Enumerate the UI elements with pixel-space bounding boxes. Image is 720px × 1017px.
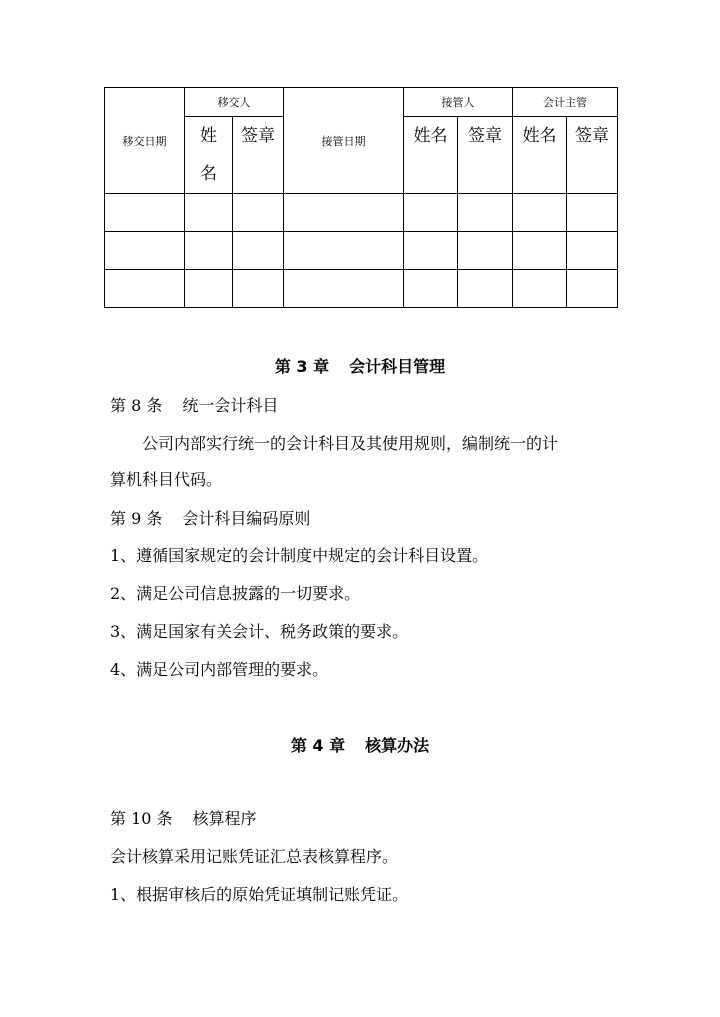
receiver-name-header: 姓名: [404, 117, 458, 194]
receiver-header: 接管人: [404, 88, 513, 117]
table-cell[interactable]: [233, 194, 284, 232]
table-header-row: [105, 88, 618, 117]
table-cell[interactable]: [513, 232, 567, 270]
article9-title: 会计科目编码原则: [182, 509, 311, 528]
table-cell[interactable]: [458, 270, 513, 308]
handover-name-cell: [185, 117, 233, 194]
supervisor-seal-header: 签章: [567, 117, 618, 194]
chapter4-heading: [0, 733, 720, 756]
table-cell[interactable]: [185, 232, 233, 270]
table-cell[interactable]: [513, 270, 567, 308]
handover-table: [104, 87, 618, 308]
chapter3-title: 会计科目管理: [349, 357, 446, 376]
article8-title: 统一会计科目: [182, 396, 279, 415]
table-cell[interactable]: [567, 194, 618, 232]
chapter4-number: 第 4 章: [290, 736, 346, 755]
chapter3-number: 第 3 章: [274, 357, 330, 376]
list-item: 4、满足公司内部管理的要求。: [110, 660, 329, 679]
table-cell[interactable]: [284, 232, 404, 270]
table-row: [105, 270, 618, 308]
article8-paragraph-line2: 算机科目代码。: [110, 470, 223, 489]
receive-date-header: 接管日期: [284, 88, 404, 194]
chapter3-heading: [0, 354, 720, 377]
article10-title: 核算程序: [192, 809, 257, 828]
list-item: 3、满足国家有关会计、税务政策的要求。: [110, 622, 409, 641]
article8-paragraph-line1: 公司内部实行统一的会计科目及其使用规则，编制统一的计: [142, 434, 559, 453]
table-cell[interactable]: [284, 270, 404, 308]
table-row: [105, 194, 618, 232]
table-cell[interactable]: [567, 270, 618, 308]
list-item: 1、根据审核后的原始凭证填制记账凭证。: [110, 885, 409, 904]
table-cell[interactable]: [105, 232, 185, 270]
article8-number: 第 8 条: [110, 396, 163, 415]
article10-heading: [110, 806, 257, 829]
table-cell[interactable]: [105, 270, 185, 308]
table-cell[interactable]: [233, 270, 284, 308]
table-row: [105, 232, 618, 270]
handover-seal-header: 签章: [233, 117, 284, 194]
article10-number: 第 10 条: [110, 809, 173, 828]
handover-person-header: 移交人: [185, 88, 284, 117]
receiver-seal-header: 签章: [458, 117, 513, 194]
table-cell[interactable]: [567, 232, 618, 270]
table-cell[interactable]: [185, 194, 233, 232]
list-item: 2、满足公司信息披露的一切要求。: [110, 584, 361, 603]
table-cell[interactable]: [513, 194, 567, 232]
list-item: 1、遵循国家规定的会计制度中规定的会计科目设置。: [110, 546, 489, 565]
table-cell[interactable]: [404, 232, 458, 270]
table-cell[interactable]: [185, 270, 233, 308]
supervisor-name-header: 姓名: [513, 117, 567, 194]
table-cell[interactable]: [105, 194, 185, 232]
table-cell[interactable]: [458, 232, 513, 270]
table-cell[interactable]: [284, 194, 404, 232]
article9-heading: [110, 506, 310, 529]
article8-heading: [110, 393, 278, 416]
table-cell[interactable]: [233, 232, 284, 270]
article10-intro: 会计核算采用记账凭证汇总表核算程序。: [110, 847, 399, 866]
table-cell[interactable]: [404, 270, 458, 308]
handover-name-header: 姓名: [200, 126, 217, 184]
table-cell[interactable]: [458, 194, 513, 232]
article9-number: 第 9 条: [110, 509, 163, 528]
table-cell[interactable]: [404, 194, 458, 232]
chapter4-title: 核算办法: [365, 736, 430, 755]
accounting-supervisor-header: 会计主管: [513, 88, 618, 117]
handover-date-header: 移交日期: [105, 88, 185, 194]
